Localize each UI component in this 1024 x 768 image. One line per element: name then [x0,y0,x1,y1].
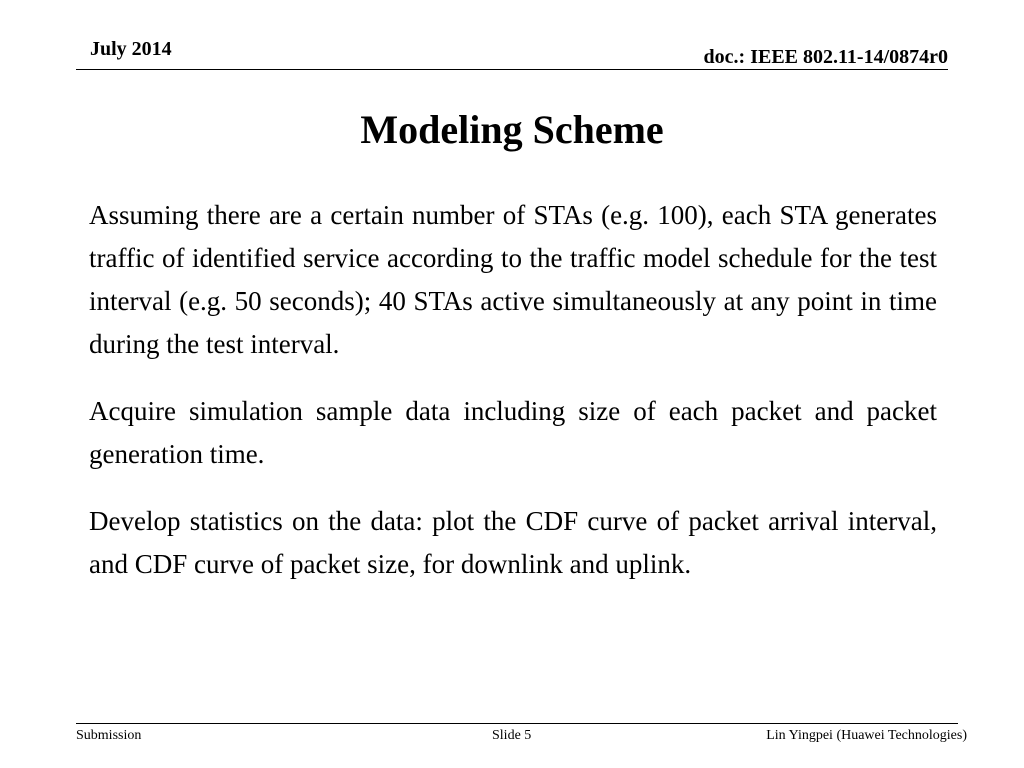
slide-body [89,194,937,610]
body-paragraph-3: Develop statistics on the data: plot the CDF curve of packet arrival interval, and CDF curve of packet size, for downlink and uplink. [89,506,937,579]
header-date: July 2014 [90,38,172,60]
footer-divider [76,723,958,724]
header-document-id: doc.: IEEE 802.11-14/0874r0 [703,46,948,68]
footer-slide-number: Slide 5 [492,728,532,743]
footer-author: Lin Yingpei (Huawei Technologies) [766,728,967,743]
slide-title: Modeling Scheme [360,107,664,152]
body-paragraph-1: Assuming there are a certain number of STAs (e.g. 100), each STA generates traffic of identified service according to the traffic model schedule for the test interval (e.g. 50 seconds); 40 STAs active simultaneously at any point in time during the test interval. [89,200,937,359]
footer-submission: Submission [76,728,142,743]
body-paragraph-2: Acquire simulation sample data including size of each packet and packet generation time. [89,396,937,469]
header-divider [76,69,948,70]
